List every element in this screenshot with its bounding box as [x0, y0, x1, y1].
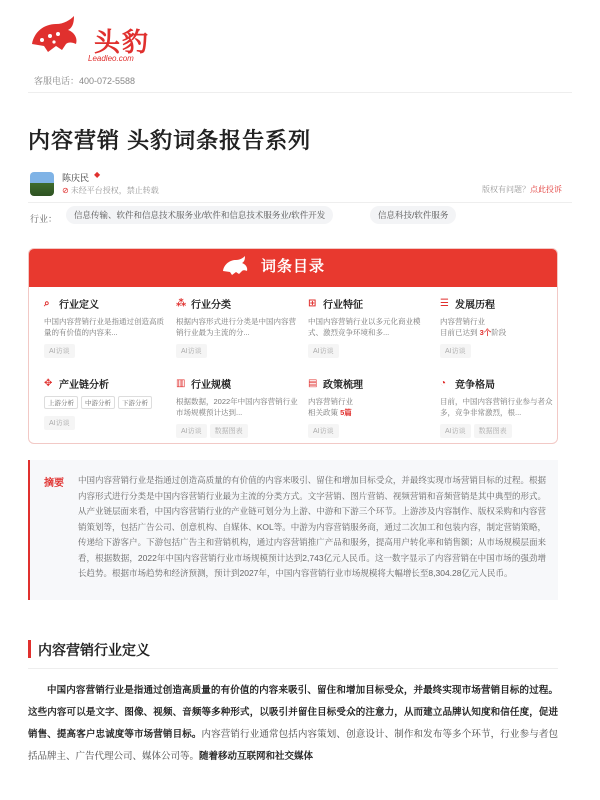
- industry-tag[interactable]: 信息科技/软件服务: [370, 206, 456, 224]
- catalog-item-definition[interactable]: [44, 296, 168, 358]
- catalog-item-history[interactable]: [440, 296, 564, 358]
- catalog-item-desc: 目前，中国内容营销行业参与者众多，竞争非常激烈，根...: [440, 397, 553, 417]
- scale-icon: ▥: [176, 378, 186, 389]
- desc-text: 目前已达到: [440, 328, 478, 337]
- features-icon: ⊞: [308, 298, 317, 309]
- brand-domain: Leadleo.com: [88, 54, 134, 63]
- author-name[interactable]: 陈庆民: [62, 173, 90, 183]
- data-chart-chip[interactable]: 数据图表: [474, 424, 512, 438]
- desc-text: 相关政策: [308, 408, 338, 417]
- catalog-item-scale[interactable]: [176, 376, 300, 438]
- catalog-item-title: 行业特征: [323, 300, 363, 311]
- issue-prompt: 版权有问题？: [482, 185, 530, 194]
- catalog-item-title: 行业分类: [191, 300, 231, 311]
- ai-interview-chip[interactable]: AI访谈: [440, 424, 471, 438]
- industry-tag[interactable]: 信息传输、软件和信息技术服务业/软件和信息技术服务业/软件开发: [66, 206, 333, 224]
- history-icon: ☰: [440, 298, 449, 309]
- body-text: 内容营销行业通常包括内容策划、创意设计、制作和发布等多个环节，行业参与者包括品牌主、广告代理公司、媒体公司等。: [28, 729, 558, 762]
- chain-icon: ✥: [44, 378, 53, 389]
- ai-interview-chip[interactable]: AI访谈: [44, 344, 75, 358]
- summary-box: [28, 460, 558, 600]
- ai-interview-chip[interactable]: AI访谈: [308, 424, 339, 438]
- definition-icon: ⌕: [44, 298, 50, 309]
- section-divider: [28, 668, 558, 669]
- data-chart-chip[interactable]: 数据图表: [210, 424, 248, 438]
- catalog-title: 词条目录: [260, 258, 325, 275]
- catalog-item-policy[interactable]: [308, 376, 432, 438]
- ai-interview-chip[interactable]: AI访谈: [308, 344, 339, 358]
- section-title: 内容营销行业定义: [38, 642, 150, 658]
- downstream-chip[interactable]: 下游分析: [118, 396, 152, 409]
- summary-text: 中国内容营销行业是指通过创造高质量的有价值的内容来吸引、留住和增加目标受众，并最终实现市场营销目标的过程。根据内容形式进行分类是中国内容营销行业最为主流的分类方式。文字营销、图片营销、视频营销和音频营销是其中典型的形式。从产业链层面来看，中国内容营销行业的产业链可划分为上游、中游和下游三个环节。上游涉及内容制作、版权采购和内容营销策划等，包括广告公司、创意机构、自媒体、KOL等。中游为内容营销服务商，通过二次加工和包装内容，制定营销策略，传递给下游客户。下游包括广告主和营销机构，通过内容营销推广产品和服务，提高用户转化率和销售额；从市场规模层面来看，根据数据，2022年中国内容营销行业市场规模预计达到2,743亿元人民币。这一数字显示了内容营销在中国市场的强劲增长趋势。根据市场趋势和经济预测，预计到2027年，中国内容营销行业市场规模将大幅增长至8,304.28亿元人民币。: [78, 475, 546, 578]
- copyright-issue: [482, 184, 562, 195]
- industry-label: 行业：: [30, 214, 58, 224]
- catalog-item-desc: [308, 396, 432, 418]
- catalog-item-desc: 中国内容营销行业是指通过创造高质量的有价值的内容来...: [44, 317, 164, 337]
- meta-divider: [28, 202, 572, 203]
- catalog-item-features[interactable]: [308, 296, 432, 358]
- ai-interview-chip[interactable]: AI访谈: [176, 424, 207, 438]
- catalog-item-title: 行业规模: [191, 380, 231, 391]
- desc-text: 内容营销行业: [440, 317, 485, 326]
- desc-highlight: 5篇: [340, 408, 352, 417]
- catalog-item-desc: 中国内容营销行业以多元化商业模式、激烈竞争环境和多...: [308, 317, 421, 337]
- author-avatar[interactable]: [30, 172, 54, 196]
- body-bold-text: 中国内容营销行业是指通过创造高质量的有价值的内容来吸引、留住和增加目标受众，并最终实现市场营销目标的过程。这些内容可以是文字、图像、视频、音频等多种形式，以吸引并留住目标受众的注意力，从而建立品牌认知度和信任度，促进销售、提高客户忠诚度等市场营销目标。: [28, 685, 558, 740]
- catalog-item-title: 产业链分析: [59, 380, 109, 391]
- catalog-item-title: 竞争格局: [455, 380, 495, 391]
- desc-highlight: 3个: [479, 328, 492, 337]
- brand-name: 头豹: [94, 27, 151, 57]
- leopard-logo-icon: [28, 14, 80, 58]
- catalog-item-desc: [440, 316, 564, 338]
- upstream-chip[interactable]: 上游分析: [44, 396, 78, 409]
- copyright-notice: [62, 185, 159, 196]
- catalog-item-title: 行业定义: [59, 300, 99, 311]
- catalog-item-desc: 根据数据，2022年中国内容营销行业市场规模预计达到...: [176, 397, 298, 417]
- report-link[interactable]: 点此投诉: [530, 185, 562, 194]
- body-bold-text: 随着移动互联网和社交媒体: [199, 751, 314, 762]
- summary-label: 摘要: [44, 478, 64, 489]
- catalog-item-title: 政策梳理: [323, 380, 363, 391]
- catalog-item-chain[interactable]: [44, 376, 168, 430]
- catalog-item-classification[interactable]: [176, 296, 300, 358]
- ai-interview-chip[interactable]: AI访谈: [44, 416, 75, 430]
- catalog-item-title: 发展历程: [455, 300, 495, 311]
- copyright-notice-text: 未经平台授权，禁止转载: [70, 186, 159, 195]
- header-divider: [28, 92, 572, 93]
- catalog-item-competition[interactable]: [440, 376, 564, 438]
- competition-icon: ◔: [440, 378, 447, 389]
- policy-icon: ▤: [308, 378, 318, 389]
- catalog-item-desc: 根据内容形式进行分类是中国内容营销行业最为主流的分...: [176, 317, 296, 337]
- classification-icon: ⁂: [176, 298, 187, 309]
- section-body: [28, 680, 558, 768]
- section-accent-bar: [28, 640, 31, 658]
- ai-interview-chip[interactable]: AI访谈: [440, 344, 471, 358]
- ai-interview-chip[interactable]: AI访谈: [176, 344, 207, 358]
- author-badge-icon: ◆: [94, 170, 101, 179]
- midstream-chip[interactable]: 中游分析: [81, 396, 115, 409]
- ban-icon: ⊘: [62, 186, 69, 195]
- page-title: 内容营销 头豹词条报告系列: [28, 128, 312, 153]
- desc-text: 内容营销行业: [308, 397, 353, 406]
- catalog-leopard-icon: [221, 255, 249, 277]
- service-phone: 客服电话：400-072-5588: [34, 76, 136, 86]
- desc-text: 阶段: [491, 328, 507, 337]
